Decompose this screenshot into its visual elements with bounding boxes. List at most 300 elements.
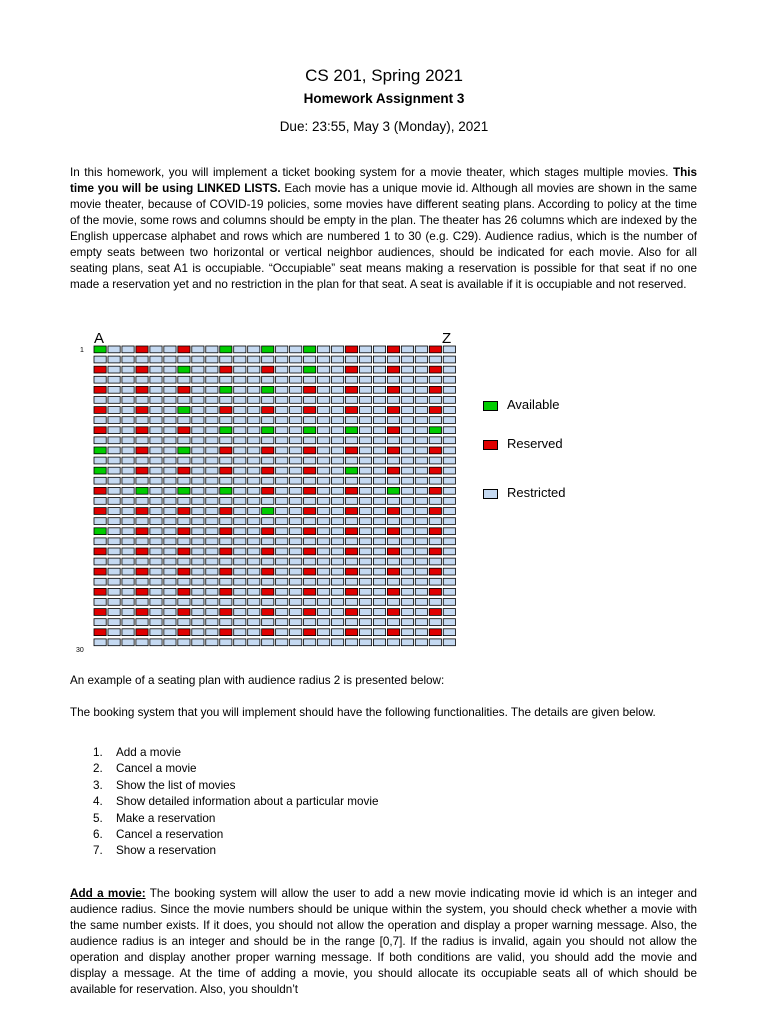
seat-O30-restricted [290,639,302,646]
seat-Y28-restricted [429,619,441,626]
seat-R6-restricted [331,397,343,404]
seat-T16-restricted [359,498,371,505]
seat-G2-restricted [178,356,190,363]
seat-S2-restricted [345,356,357,363]
seat-S14-restricted [345,477,357,484]
seat-Z8-restricted [443,417,455,424]
seat-Y29-reserved [429,629,441,636]
seat-L29-restricted [248,629,260,636]
seat-G21-reserved [178,548,190,555]
seat-T12-restricted [359,457,371,464]
seat-E12-restricted [150,457,162,464]
seat-I3-restricted [206,366,218,373]
seat-S6-restricted [345,397,357,404]
seat-K20-restricted [234,538,246,545]
seat-F30-restricted [164,639,176,646]
seat-F8-restricted [164,417,176,424]
seat-J8-restricted [220,417,232,424]
seat-B24-restricted [108,578,120,585]
seat-O22-restricted [290,558,302,565]
seat-K18-restricted [234,518,246,525]
seat-X24-restricted [415,578,427,585]
seat-Q2-restricted [318,356,330,363]
seat-T24-restricted [359,578,371,585]
seat-X25-restricted [415,588,427,595]
seat-Q12-restricted [318,457,330,464]
seat-N18-restricted [276,518,288,525]
seat-A13-available [94,467,106,474]
seat-K12-restricted [234,457,246,464]
seat-M8-restricted [262,417,274,424]
seat-V29-reserved [387,629,399,636]
seat-J2-restricted [220,356,232,363]
intro-bold: This time you will be using LINKED LISTS. [70,166,697,195]
seat-T5-restricted [359,386,371,393]
seat-Q16-restricted [318,498,330,505]
seat-M21-reserved [262,548,274,555]
seat-H19-restricted [192,528,204,535]
seat-O18-restricted [290,518,302,525]
seat-B10-restricted [108,437,120,444]
seat-F1-restricted [164,346,176,353]
seat-V28-restricted [387,619,399,626]
seat-Q1-restricted [318,346,330,353]
seat-N1-restricted [276,346,288,353]
seat-U25-restricted [373,588,385,595]
seat-D9-reserved [136,427,148,434]
seat-C27-restricted [122,609,134,616]
seat-H17-restricted [192,508,204,515]
seat-G4-restricted [178,376,190,383]
seat-A3-reserved [94,366,106,373]
seat-Y26-restricted [429,599,441,606]
seat-X22-restricted [415,558,427,565]
seat-V7-reserved [387,407,399,414]
seat-O29-restricted [290,629,302,636]
seat-W17-restricted [401,508,413,515]
seat-T17-restricted [359,508,371,515]
seat-S4-restricted [345,376,357,383]
seat-H23-restricted [192,568,204,575]
legend-swatch-reserved [483,440,498,450]
seat-F2-restricted [164,356,176,363]
seat-P23-reserved [304,568,316,575]
seat-U7-restricted [373,407,385,414]
seat-I24-restricted [206,578,218,585]
seat-W1-restricted [401,346,413,353]
seat-D8-restricted [136,417,148,424]
seat-F19-restricted [164,528,176,535]
seat-X10-restricted [415,437,427,444]
seat-V25-reserved [387,588,399,595]
seat-B7-restricted [108,407,120,414]
seat-P11-reserved [304,447,316,454]
seat-N4-restricted [276,376,288,383]
seat-V14-restricted [387,477,399,484]
seat-U10-restricted [373,437,385,444]
seat-B8-restricted [108,417,120,424]
seat-B19-restricted [108,528,120,535]
seat-Z28-restricted [443,619,455,626]
seat-Q6-restricted [318,397,330,404]
seat-A9-reserved [94,427,106,434]
seat-G22-restricted [178,558,190,565]
seat-B28-restricted [108,619,120,626]
seat-Z11-restricted [443,447,455,454]
seat-Y24-restricted [429,578,441,585]
seat-F22-restricted [164,558,176,565]
seat-W2-restricted [401,356,413,363]
seat-U26-restricted [373,599,385,606]
seat-A21-reserved [94,548,106,555]
seat-H29-restricted [192,629,204,636]
seat-U30-restricted [373,639,385,646]
seat-R17-restricted [331,508,343,515]
seat-W18-restricted [401,518,413,525]
due-date: Due: 23:55, May 3 (Monday), 2021 [279,119,489,134]
seat-L17-restricted [248,508,260,515]
seat-F23-restricted [164,568,176,575]
seat-N26-restricted [276,599,288,606]
seat-K2-restricted [234,356,246,363]
seat-P16-restricted [304,498,316,505]
seat-C21-restricted [122,548,134,555]
seat-L27-restricted [248,609,260,616]
seat-E4-restricted [150,376,162,383]
seat-A23-reserved [94,568,106,575]
seat-W14-restricted [401,477,413,484]
seat-P3-available [304,366,316,373]
seat-K7-restricted [234,407,246,414]
seat-U29-restricted [373,629,385,636]
seat-E5-restricted [150,386,162,393]
seat-H20-restricted [192,538,204,545]
seat-E22-restricted [150,558,162,565]
seat-B29-restricted [108,629,120,636]
seat-A20-restricted [94,538,106,545]
seat-K26-restricted [234,599,246,606]
seat-G16-restricted [178,498,190,505]
seat-J13-reserved [220,467,232,474]
seat-J25-reserved [220,588,232,595]
seat-G17-reserved [178,508,190,515]
seat-K25-restricted [234,588,246,595]
seat-E24-restricted [150,578,162,585]
seat-D10-restricted [136,437,148,444]
seat-L2-restricted [248,356,260,363]
list-item: 5. Make a reservation [93,811,216,825]
seat-K29-restricted [234,629,246,636]
seat-F29-restricted [164,629,176,636]
seat-P19-reserved [304,528,316,535]
seat-L24-restricted [248,578,260,585]
seat-Y11-reserved [429,447,441,454]
seat-N27-restricted [276,609,288,616]
list-item: 3. Show the list of movies [93,778,236,792]
seat-X30-restricted [415,639,427,646]
seat-O25-restricted [290,588,302,595]
seat-N21-restricted [276,548,288,555]
seat-X4-restricted [415,376,427,383]
seat-K11-restricted [234,447,246,454]
seat-L10-restricted [248,437,260,444]
seat-S17-reserved [345,508,357,515]
seat-E8-restricted [150,417,162,424]
seat-M10-restricted [262,437,274,444]
seat-H8-restricted [192,417,204,424]
seat-U27-restricted [373,609,385,616]
seat-C20-restricted [122,538,134,545]
seat-K1-restricted [234,346,246,353]
seat-U5-restricted [373,386,385,393]
seat-E17-restricted [150,508,162,515]
seat-F9-restricted [164,427,176,434]
seat-A28-restricted [94,619,106,626]
seat-E25-restricted [150,588,162,595]
seat-N8-restricted [276,417,288,424]
seat-T18-restricted [359,518,371,525]
seat-Q4-restricted [318,376,330,383]
seat-L4-restricted [248,376,260,383]
seat-O19-restricted [290,528,302,535]
seat-N13-restricted [276,467,288,474]
seat-S5-reserved [345,386,357,393]
seat-Z6-restricted [443,397,455,404]
seat-M14-restricted [262,477,274,484]
seat-D25-reserved [136,588,148,595]
seat-K30-restricted [234,639,246,646]
seat-W4-restricted [401,376,413,383]
seat-I13-restricted [206,467,218,474]
seat-L3-restricted [248,366,260,373]
seat-C1-restricted [122,346,134,353]
seat-A8-restricted [94,417,106,424]
seat-X11-restricted [415,447,427,454]
add-movie-text: The booking system will allow the user to add a new movie indicating movie id which is an integer and audience radius. Since the movie numbers should be unique within the system, you should check whether a movie with the same number exists. If it does, you should not allow the operation and display a proper warning message. Also, the audience radius is an integer and should be in the range [0,7]. If the radius is invalid, again you should not allow the operation and display another proper warning message. If both conditions are valid, you should add the movie and display a message. At the time of adding a movie, you should allocate its occupiable seats all of which should be available for reservation. Also, you shouldn’t [70,887,698,996]
seat-Z25-restricted [443,588,455,595]
seat-O15-restricted [290,487,302,494]
seat-U12-restricted [373,457,385,464]
seat-Z13-restricted [443,467,455,474]
seat-M16-restricted [262,498,274,505]
seat-I29-restricted [206,629,218,636]
seat-R8-restricted [331,417,343,424]
seat-N7-restricted [276,407,288,414]
seat-X23-restricted [415,568,427,575]
seat-V4-restricted [387,376,399,383]
seat-P25-reserved [304,588,316,595]
seat-V19-reserved [387,528,399,535]
seat-N20-restricted [276,538,288,545]
list-item: 1. Add a movie [93,746,181,759]
seat-Z20-restricted [443,538,455,545]
seat-A12-restricted [94,457,106,464]
seat-F3-restricted [164,366,176,373]
seat-I30-restricted [206,639,218,646]
seat-C16-restricted [122,498,134,505]
seat-X28-restricted [415,619,427,626]
seat-K16-restricted [234,498,246,505]
seat-B30-restricted [108,639,120,646]
seat-E11-restricted [150,447,162,454]
list-item: 2. Cancel a movie [93,762,197,776]
seat-Y1-reserved [429,346,441,353]
seat-U2-restricted [373,356,385,363]
seat-O28-restricted [290,619,302,626]
legend-label-available: Available [507,397,560,412]
seat-G9-reserved [178,427,190,434]
seat-X17-restricted [415,508,427,515]
seat-R22-restricted [331,558,343,565]
seat-N16-restricted [276,498,288,505]
seat-V17-reserved [387,508,399,515]
seat-Y3-reserved [429,366,441,373]
seat-R24-restricted [331,578,343,585]
seat-Z14-restricted [443,477,455,484]
seat-K8-restricted [234,417,246,424]
seat-Q22-restricted [318,558,330,565]
seat-F24-restricted [164,578,176,585]
seat-M11-reserved [262,447,274,454]
seat-B18-restricted [108,518,120,525]
seat-Y7-reserved [429,407,441,414]
seat-Z9-restricted [443,427,455,434]
functionality-list [93,745,378,860]
seat-A25-reserved [94,588,106,595]
seat-U18-restricted [373,518,385,525]
col-label-start: A [94,330,105,347]
seat-V13-reserved [387,467,399,474]
seat-J12-restricted [220,457,232,464]
seat-G8-restricted [178,417,190,424]
seat-Y17-reserved [429,508,441,515]
seat-D17-reserved [136,508,148,515]
seat-T30-restricted [359,639,371,646]
seat-Z4-restricted [443,376,455,383]
seat-H26-restricted [192,599,204,606]
seat-Z16-restricted [443,498,455,505]
seat-E2-restricted [150,356,162,363]
seat-L6-restricted [248,397,260,404]
seat-U20-restricted [373,538,385,545]
seat-S13-available [345,467,357,474]
seat-W10-restricted [401,437,413,444]
seat-F12-restricted [164,457,176,464]
seat-B2-restricted [108,356,120,363]
seat-N30-restricted [276,639,288,646]
seat-K14-restricted [234,477,246,484]
seat-N12-restricted [276,457,288,464]
seat-Z12-restricted [443,457,455,464]
seat-V16-restricted [387,498,399,505]
seat-W15-restricted [401,487,413,494]
seat-K13-restricted [234,467,246,474]
seat-W30-restricted [401,639,413,646]
seat-K24-restricted [234,578,246,585]
seat-S20-restricted [345,538,357,545]
seat-T13-restricted [359,467,371,474]
seat-L11-restricted [248,447,260,454]
seat-Q7-restricted [318,407,330,414]
seat-M22-restricted [262,558,274,565]
seat-V21-reserved [387,548,399,555]
seat-V20-restricted [387,538,399,545]
seat-X15-restricted [415,487,427,494]
seat-Q15-restricted [318,487,330,494]
seat-A5-reserved [94,386,106,393]
seat-H28-restricted [192,619,204,626]
seat-Y15-reserved [429,487,441,494]
seat-Q25-restricted [318,588,330,595]
seat-X18-restricted [415,518,427,525]
seat-F4-restricted [164,376,176,383]
seat-I4-restricted [206,376,218,383]
seat-L20-restricted [248,538,260,545]
seat-E10-restricted [150,437,162,444]
seat-O4-restricted [290,376,302,383]
seat-K3-restricted [234,366,246,373]
seat-D4-restricted [136,376,148,383]
seat-M5-available [262,386,274,393]
seat-G6-restricted [178,397,190,404]
seat-O11-restricted [290,447,302,454]
seat-B20-restricted [108,538,120,545]
seat-L9-restricted [248,427,260,434]
legend-swatch-restricted [483,489,498,499]
seat-H18-restricted [192,518,204,525]
seat-L5-restricted [248,386,260,393]
seat-O14-restricted [290,477,302,484]
seat-E19-restricted [150,528,162,535]
seat-L23-restricted [248,568,260,575]
seat-H30-restricted [192,639,204,646]
seat-C10-restricted [122,437,134,444]
seat-V12-restricted [387,457,399,464]
seat-G25-reserved [178,588,190,595]
seat-J16-restricted [220,498,232,505]
seat-E21-restricted [150,548,162,555]
seat-L25-restricted [248,588,260,595]
seat-X6-restricted [415,397,427,404]
seat-N11-restricted [276,447,288,454]
seat-N9-restricted [276,427,288,434]
seat-J29-reserved [220,629,232,636]
seat-C2-restricted [122,356,134,363]
seat-S10-restricted [345,437,357,444]
seat-J26-restricted [220,599,232,606]
seat-O23-restricted [290,568,302,575]
seat-U1-restricted [373,346,385,353]
seat-C18-restricted [122,518,134,525]
seat-D1-reserved [136,346,148,353]
seat-U21-restricted [373,548,385,555]
seat-E23-restricted [150,568,162,575]
seat-L12-restricted [248,457,260,464]
seat-V8-restricted [387,417,399,424]
assignment-title: Homework Assignment 3 [303,91,465,106]
seat-K5-restricted [234,386,246,393]
seat-O13-restricted [290,467,302,474]
seat-J5-available [220,386,232,393]
seat-X13-restricted [415,467,427,474]
seat-J28-restricted [220,619,232,626]
seat-O3-restricted [290,366,302,373]
seat-Q13-restricted [318,467,330,474]
seat-M29-reserved [262,629,274,636]
seat-C4-restricted [122,376,134,383]
seat-M6-restricted [262,397,274,404]
seat-J17-reserved [220,508,232,515]
